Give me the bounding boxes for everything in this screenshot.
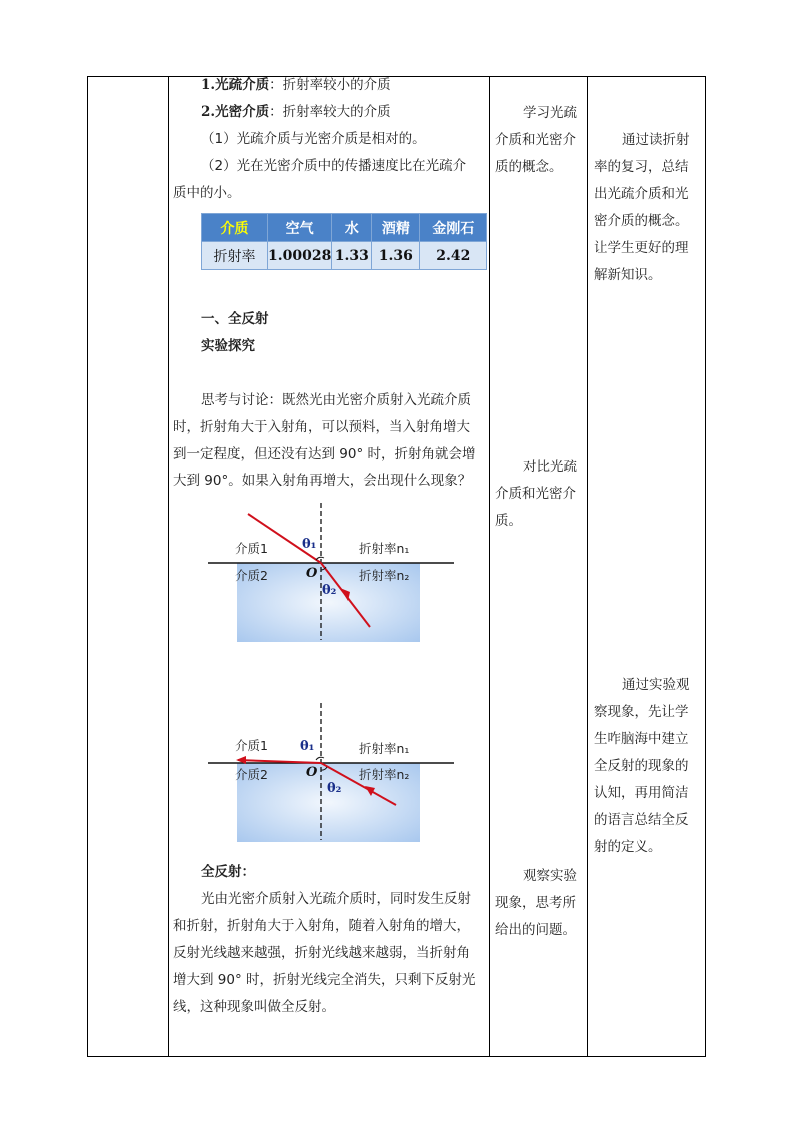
origin-label: O [306, 765, 318, 780]
note-speed-line1: （2）光在光密介质中的传播速度比在光疏介 [201, 158, 467, 174]
definition-optically-denser [201, 99, 391, 126]
critical-angle-diagram [200, 700, 460, 845]
table-cell: 1.33 [332, 242, 372, 270]
theta2-label: θ₂ [322, 583, 337, 598]
theta2-label: θ₂ [327, 781, 342, 796]
table-header-cell: 酒精 [372, 214, 420, 242]
table-header-cell: 水 [332, 214, 372, 242]
definition-optically-thinner [201, 72, 391, 99]
section-title: 一、全反射 [201, 311, 269, 327]
design-intent-line: 率的复习，总结 [594, 159, 689, 175]
n2-label: 折射率n₂ [359, 568, 410, 583]
item-number: 2. [201, 104, 216, 120]
design-intent-line: 解新知识。 [594, 267, 662, 283]
student-activity-line: 介质和光密介 [495, 486, 576, 502]
total-reflection-line: 光由光密介质射入光疏介质时，同时发生反射 [201, 891, 471, 907]
design-intent-line: 的语言总结全反 [594, 812, 689, 828]
table-header-cell: 空气 [268, 214, 332, 242]
refractive-index-table [201, 213, 487, 270]
design-intent-line: 认知，再用简洁 [594, 785, 689, 801]
item-number: 1. [201, 77, 216, 93]
table-header-row [202, 214, 487, 242]
student-activity-line: 介质和光密介 [495, 132, 576, 148]
table-header-cell: 金刚石 [420, 214, 487, 242]
total-reflection-line: 和折射，折射角大于入射角，随着入射角的增大， [173, 918, 470, 934]
origin-label: O [306, 566, 318, 581]
total-reflection-line: 线，这种现象叫做全反射。 [173, 999, 335, 1015]
design-intent-line: 出光疏介质和光 [594, 186, 689, 202]
design-intent-line: 射的定义。 [594, 839, 662, 855]
design-intent-line: 生咋脑海中建立 [594, 731, 689, 747]
student-activity-line: 给出的问题。 [495, 922, 576, 938]
table-cell: 1.00028 [268, 242, 332, 270]
note-relative: （1）光疏介质与光密介质是相对的。 [201, 131, 426, 147]
term-label: 光密介质 [215, 104, 270, 120]
student-activity-line: 学习光疏 [523, 105, 577, 121]
design-intent-line: 全反射的现象的 [594, 758, 689, 774]
discussion-line: 思考与讨论：既然光由光密介质射入光疏介质 [201, 392, 471, 408]
term-label: 光疏介质 [215, 77, 270, 93]
discussion-line: 时，折射角大于入射角，可以预料，当入射角增大 [173, 419, 470, 435]
total-reflection-line: 反射光线越来越强，折射光线越来越弱，当折射角 [173, 945, 470, 961]
total-reflection-line: 增大到 90° 时，折射光线完全消失，只剩下反射光 [173, 972, 476, 988]
student-activity-line: 质的概念。 [495, 159, 563, 175]
design-intent-line: 察现象，先让学 [594, 704, 689, 720]
section-subtitle: 实验探究 [201, 338, 255, 354]
table-cell: 2.42 [420, 242, 487, 270]
table-row [202, 242, 487, 270]
note-speed-line2: 质中的小。 [173, 185, 241, 201]
discussion-line: 大到 90°。如果入射角再增大，会出现什么现象？ [173, 473, 472, 489]
student-activity-line: 现象，思考所 [495, 895, 576, 911]
table-cell: 折射率 [202, 242, 268, 270]
column-divider-3 [587, 77, 588, 1056]
n2-label: 折射率n₂ [359, 767, 410, 782]
student-activity-line: 对比光疏 [523, 459, 577, 475]
theta1-label: θ₁ [302, 537, 317, 552]
medium2-label: 介质2 [235, 767, 268, 782]
design-intent-line: 密介质的概念。 [594, 213, 689, 229]
n1-label: 折射率n₁ [359, 741, 410, 756]
n1-label: 折射率n₁ [359, 541, 410, 556]
column-divider-2 [489, 77, 490, 1056]
medium1-label: 介质1 [235, 541, 268, 556]
table-header-cell: 介质 [202, 214, 268, 242]
design-intent-line: 让学生更好的理 [594, 240, 689, 256]
design-intent-line: 通过实验观 [622, 677, 690, 693]
medium2-label: 介质2 [235, 568, 268, 583]
angle-arc [316, 757, 324, 760]
term-definition: ：折射率较小的介质 [269, 77, 391, 93]
medium1-label: 介质1 [235, 738, 268, 753]
table-cell: 1.36 [372, 242, 420, 270]
total-reflection-title: 全反射： [201, 864, 255, 880]
student-activity-line: 质。 [495, 513, 522, 529]
theta1-label: θ₁ [300, 739, 315, 754]
refraction-diagram [200, 500, 460, 645]
term-definition: ：折射率较大的介质 [269, 104, 391, 120]
design-intent-line: 通过读折射 [622, 132, 690, 148]
student-activity-line: 观察实验 [523, 868, 577, 884]
column-divider-1 [168, 77, 169, 1056]
discussion-line: 到一定程度，但还没有达到 90° 时，折射角就会增 [173, 446, 476, 462]
